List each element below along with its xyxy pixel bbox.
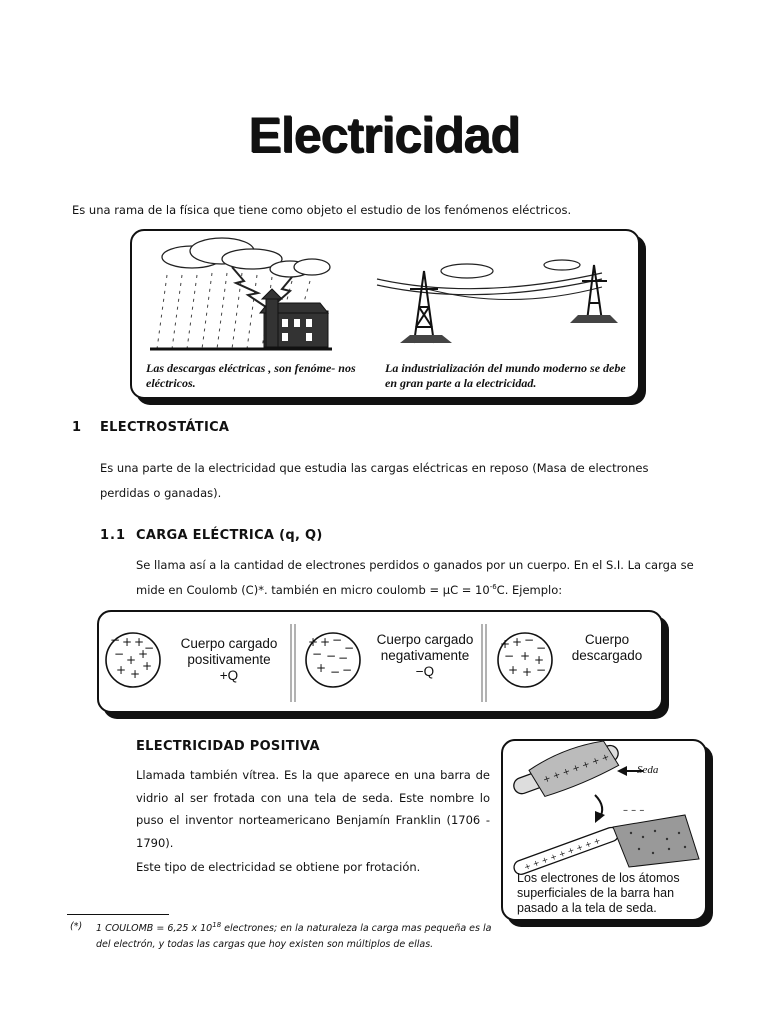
svg-text:+ + + + + + + + +: + + + + + + + + + xyxy=(522,835,602,872)
section-paragraph: Es una parte de la electricidad que estudia las cargas eléctricas en reposo (Masa de electrones perdidas o ganadas). xyxy=(100,461,649,500)
svg-text:+: + xyxy=(307,635,319,649)
svg-text:−: − xyxy=(109,633,121,647)
positive-electricity-heading: ELECTRICIDAD POSITIVA xyxy=(136,739,320,754)
silk-label: Seda xyxy=(637,764,659,776)
svg-text:−: − xyxy=(337,651,349,665)
page-title: Electricidad xyxy=(248,107,520,163)
svg-text:−: − xyxy=(343,641,355,655)
subsection-number: 1.1 xyxy=(100,528,127,543)
svg-text:+: + xyxy=(115,663,127,677)
svg-text:+: + xyxy=(499,637,511,651)
svg-text:+: + xyxy=(533,653,545,667)
footnote-text-end: electrones; en la naturaleza la carga mas pequeña es la del electrón, y todas las cargas que hoy existen son múltiplos de ellas. xyxy=(96,923,492,950)
svg-text:+: + xyxy=(521,665,533,679)
paragraph-text: Llamada también vítrea. Es la que aparece en una barra de vidrio al ser frotada con una tela de seda. Este nombre lo puso el inventor norteamericano Benjamín Franklin (1706 - 1790). xyxy=(136,768,490,850)
label-line: descargado xyxy=(571,648,643,663)
intro-paragraph: Es una rama de la física que tiene como objeto el estudio de los fenómenos eléctricos. xyxy=(72,203,572,217)
svg-text:−: − xyxy=(535,641,547,655)
subsection-heading: CARGA ELÉCTRICA (q, Q) xyxy=(136,528,323,543)
panel-neutral-label xyxy=(557,632,657,664)
svg-text:−: − xyxy=(535,663,547,677)
svg-text:−: − xyxy=(143,641,155,655)
svg-text:−: − xyxy=(311,647,323,661)
charge-symbol: +Q xyxy=(219,668,239,683)
subsection-paragraph xyxy=(136,553,696,603)
label-line: Cuerpo xyxy=(584,632,630,647)
exponent: 18 xyxy=(212,920,222,929)
figure3-caption: Los electrones de los átomos superficiales de la barra han pasado a la tela de seda. xyxy=(517,871,680,915)
panel-negative-label xyxy=(365,632,485,680)
figure-storm-and-power-lines xyxy=(130,229,640,399)
label-line: Cuerpo cargado xyxy=(376,632,474,647)
svg-text:−: − xyxy=(331,633,343,647)
svg-text:+: + xyxy=(133,635,145,649)
svg-text:+: + xyxy=(511,635,523,649)
svg-text:+: + xyxy=(129,667,141,681)
svg-text:−: − xyxy=(503,649,515,663)
paragraph-text: Se llama así a la cantidad de electrones perdidos o ganados por un cuerpo. En el S.I. La carga se mide en Coulomb (C)*. también en micro coulomb = μC = 10 xyxy=(136,558,694,597)
svg-text:−: − xyxy=(329,665,341,679)
svg-text:−: − xyxy=(523,633,535,647)
svg-text:−: − xyxy=(341,663,353,677)
section-number: 1 xyxy=(72,420,82,435)
exponent: -6 xyxy=(489,583,497,592)
figure-glass-rod-silk xyxy=(501,739,707,921)
section-heading: ELECTROSTÁTICA xyxy=(100,420,230,435)
svg-text:−: − xyxy=(325,649,337,663)
svg-text:– – –: – – – xyxy=(623,805,645,816)
panel-positive-label xyxy=(169,636,289,684)
svg-text:+: + xyxy=(121,635,133,649)
footnote-text xyxy=(96,921,496,953)
footnote-divider xyxy=(67,914,169,915)
svg-text:+ + + + + + +: + + + + + + + xyxy=(541,752,611,786)
svg-text:+: + xyxy=(315,661,327,675)
label-line: negativamente xyxy=(380,648,470,663)
svg-text:+: + xyxy=(519,649,531,663)
svg-text:+: + xyxy=(125,653,137,667)
charge-symbol: −Q xyxy=(415,664,435,679)
label-line: positivamente xyxy=(187,652,271,667)
figure-charged-bodies xyxy=(97,610,663,713)
paragraph-text: Este tipo de electricidad se obtiene por frotación. xyxy=(136,860,421,874)
label-line: Cuerpo cargado xyxy=(180,636,278,651)
footnote-text-start: 1 COULOMB = 6,25 x 10 xyxy=(96,923,213,934)
paragraph-text-end: C. Ejemplo: xyxy=(496,583,563,597)
svg-text:+: + xyxy=(137,647,149,661)
figure1-caption-left: Las descargas eléctricas , son fenóme- nos eléctricos. xyxy=(146,361,356,390)
footnote-mark: (*) xyxy=(70,921,83,932)
positive-electricity-paragraph xyxy=(136,764,490,879)
figure1-caption-right: La industrialización del mundo moderno se debe en gran parte a la electricidad. xyxy=(385,361,626,390)
svg-text:+: + xyxy=(141,659,153,673)
svg-text:−: − xyxy=(113,647,125,661)
svg-text:+: + xyxy=(319,635,331,649)
svg-text:+: + xyxy=(507,663,519,677)
